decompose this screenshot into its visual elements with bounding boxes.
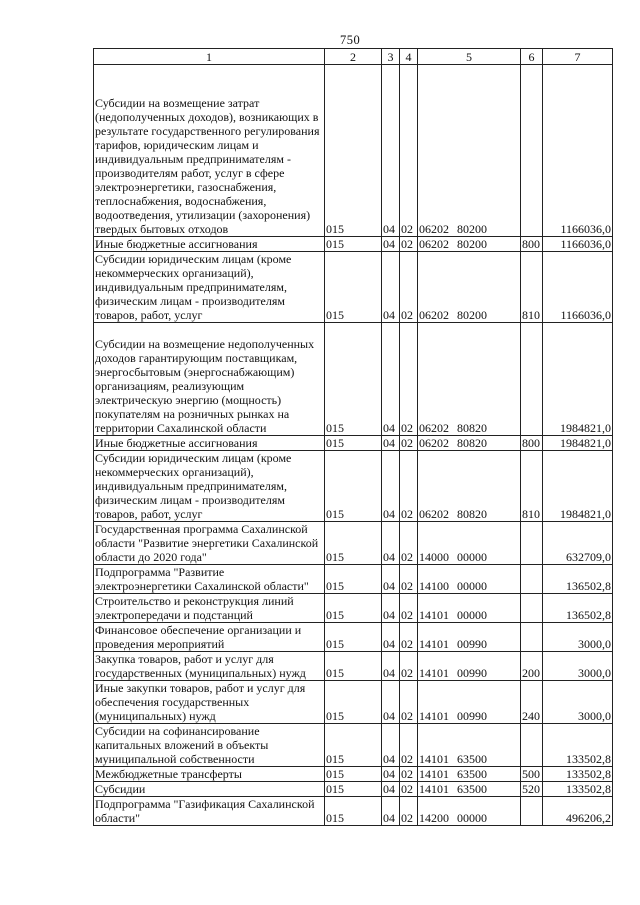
table-row: [94, 65, 613, 237]
row-amount-cell: 1166036,0: [543, 65, 613, 237]
row-target-article-cell: [418, 681, 521, 724]
row-section-cell: 04: [382, 782, 400, 797]
row-direction-code: 80820: [457, 421, 487, 435]
row-amount-cell: 3000,0: [543, 681, 613, 724]
row-program-code: 06202: [419, 237, 449, 251]
row-ministry-cell: 015: [325, 652, 382, 681]
row-section-cell: 04: [382, 252, 400, 323]
row-target-article-cell: [418, 436, 521, 451]
row-section-cell: 04: [382, 522, 400, 565]
row-subsection-cell: 02: [400, 323, 418, 436]
row-section-cell: 04: [382, 681, 400, 724]
header-cell-subsection: 4: [400, 49, 418, 65]
row-name-cell: Субсидии на софинансирование капитальных вложений в объекты муниципальной собственности: [94, 724, 325, 767]
row-direction-code: 80200: [457, 308, 487, 322]
row-subsection-cell: 02: [400, 797, 418, 826]
row-ministry-cell: 015: [325, 522, 382, 565]
row-subsection-cell: 02: [400, 565, 418, 594]
row-program-code: 06202: [419, 421, 449, 435]
row-program-code: 14101: [419, 767, 449, 781]
row-name-cell: Подпрограмма "Развитие электроэнергетики Сахалинской области": [94, 565, 325, 594]
row-expense-type-cell: [521, 522, 543, 565]
table-row: [94, 797, 613, 826]
row-subsection-cell: 02: [400, 594, 418, 623]
row-amount-cell: 133502,8: [543, 724, 613, 767]
row-subsection-cell: 02: [400, 522, 418, 565]
table-row: [94, 436, 613, 451]
row-direction-code: 80200: [457, 222, 487, 236]
row-amount-cell: 496206,2: [543, 797, 613, 826]
row-program-code: 06202: [419, 436, 449, 450]
row-name-cell: Государственная программа Сахалинской области "Развитие энергетики Сахалинской области до 2020 года": [94, 522, 325, 565]
row-section-cell: 04: [382, 767, 400, 782]
row-direction-code: 63500: [457, 767, 487, 781]
row-amount-cell: 3000,0: [543, 623, 613, 652]
row-amount-cell: 136502,8: [543, 565, 613, 594]
row-subsection-cell: 02: [400, 652, 418, 681]
row-program-code: 14101: [419, 637, 449, 651]
row-amount-cell: 133502,8: [543, 782, 613, 797]
table-row: [94, 522, 613, 565]
row-direction-code: 00000: [457, 608, 487, 622]
row-expense-type-cell: 200: [521, 652, 543, 681]
header-cell-expense-type: 6: [521, 49, 543, 65]
row-target-article-cell: [418, 237, 521, 252]
row-subsection-cell: 02: [400, 782, 418, 797]
row-expense-type-cell: 810: [521, 252, 543, 323]
row-program-code: 06202: [419, 507, 449, 521]
row-name-cell: Подпрограмма "Газификация Сахалинской области": [94, 797, 325, 826]
row-expense-type-cell: [521, 724, 543, 767]
row-amount-cell: 3000,0: [543, 652, 613, 681]
row-amount-cell: 1984821,0: [543, 323, 613, 436]
row-ministry-cell: 015: [325, 594, 382, 623]
row-name-cell: Закупка товаров, работ и услуг для государственных (муниципальных) нужд: [94, 652, 325, 681]
budget-table: [93, 48, 613, 826]
row-ministry-cell: 015: [325, 767, 382, 782]
row-subsection-cell: 02: [400, 237, 418, 252]
row-target-article-cell: [418, 767, 521, 782]
row-subsection-cell: 02: [400, 436, 418, 451]
row-expense-type-cell: [521, 565, 543, 594]
row-name-cell: Иные бюджетные ассигнования: [94, 436, 325, 451]
row-direction-code: 00990: [457, 709, 487, 723]
table-row: [94, 681, 613, 724]
row-amount-cell: 1984821,0: [543, 436, 613, 451]
row-direction-code: 80820: [457, 436, 487, 450]
row-expense-type-cell: [521, 65, 543, 237]
row-amount-cell: 632709,0: [543, 522, 613, 565]
row-section-cell: 04: [382, 724, 400, 767]
row-target-article-cell: [418, 782, 521, 797]
table-row: [94, 323, 613, 436]
row-ministry-cell: 015: [325, 565, 382, 594]
row-name-cell: Иные закупки товаров, работ и услуг для обеспечения государственных (муниципальных) нужд: [94, 681, 325, 724]
row-section-cell: 04: [382, 451, 400, 522]
row-expense-type-cell: 800: [521, 436, 543, 451]
row-subsection-cell: 02: [400, 681, 418, 724]
header-cell-amount: 7: [543, 49, 613, 65]
row-target-article-cell: [418, 451, 521, 522]
row-target-article-cell: [418, 522, 521, 565]
row-ministry-cell: 015: [325, 65, 382, 237]
row-expense-type-cell: 500: [521, 767, 543, 782]
row-program-code: 14101: [419, 709, 449, 723]
row-amount-cell: 1166036,0: [543, 252, 613, 323]
row-program-code: 14101: [419, 752, 449, 766]
row-direction-code: 00990: [457, 666, 487, 680]
row-direction-code: 00000: [457, 550, 487, 564]
row-direction-code: 00000: [457, 811, 487, 825]
row-subsection-cell: 02: [400, 451, 418, 522]
row-name-cell: Субсидии юридическим лицам (кроме некоммерческих организаций), индивидуальным предпринимателям, физическим лицам - производителям товаров, работ, услуг: [94, 252, 325, 323]
table-row: [94, 565, 613, 594]
row-section-cell: 04: [382, 65, 400, 237]
row-expense-type-cell: 240: [521, 681, 543, 724]
table-row: [94, 767, 613, 782]
row-expense-type-cell: [521, 323, 543, 436]
row-section-cell: 04: [382, 323, 400, 436]
row-name-cell: Строительство и реконструкция линий электропередачи и подстанций: [94, 594, 325, 623]
header-row: [94, 49, 613, 65]
row-ministry-cell: 015: [325, 797, 382, 826]
row-section-cell: 04: [382, 237, 400, 252]
row-section-cell: 04: [382, 797, 400, 826]
row-direction-code: 80820: [457, 507, 487, 521]
row-target-article-cell: [418, 65, 521, 237]
row-target-article-cell: [418, 594, 521, 623]
row-expense-type-cell: [521, 594, 543, 623]
table-row: [94, 782, 613, 797]
row-ministry-cell: 015: [325, 681, 382, 724]
row-program-code: 06202: [419, 308, 449, 322]
header-cell-name: 1: [94, 49, 325, 65]
row-program-code: 14101: [419, 666, 449, 680]
row-amount-cell: 133502,8: [543, 767, 613, 782]
row-section-cell: 04: [382, 623, 400, 652]
row-direction-code: 80200: [457, 237, 487, 251]
row-program-code: 14101: [419, 608, 449, 622]
row-ministry-cell: 015: [325, 323, 382, 436]
row-expense-type-cell: 810: [521, 451, 543, 522]
table-row: [94, 652, 613, 681]
row-ministry-cell: 015: [325, 436, 382, 451]
row-name-cell: Иные бюджетные ассигнования: [94, 237, 325, 252]
row-target-article-cell: [418, 565, 521, 594]
row-name-cell: Субсидии на возмещение недополученных доходов гарантирующим поставщикам, энергосбытовым (энергоснабжающим) организациям, реализующим электрическую энергию (мощность) покупателям на розничных рынках на территории Сахалинской области: [94, 323, 325, 436]
row-name-cell: Межбюджетные трансферты: [94, 767, 325, 782]
row-target-article-cell: [418, 724, 521, 767]
row-amount-cell: 1984821,0: [543, 451, 613, 522]
row-target-article-cell: [418, 623, 521, 652]
row-section-cell: 04: [382, 565, 400, 594]
header-cell-ministry: 2: [325, 49, 382, 65]
row-section-cell: 04: [382, 594, 400, 623]
table-row: [94, 252, 613, 323]
row-ministry-cell: 015: [325, 237, 382, 252]
page-number: 750: [340, 33, 361, 47]
row-amount-cell: 136502,8: [543, 594, 613, 623]
row-program-code: 14101: [419, 782, 449, 796]
row-program-code: 14000: [419, 550, 449, 564]
row-program-code: 06202: [419, 222, 449, 236]
row-expense-type-cell: [521, 623, 543, 652]
row-program-code: 14100: [419, 579, 449, 593]
row-target-article-cell: [418, 323, 521, 436]
table-row: [94, 724, 613, 767]
row-subsection-cell: 02: [400, 623, 418, 652]
row-section-cell: 04: [382, 652, 400, 681]
row-direction-code: 63500: [457, 782, 487, 796]
row-expense-type-cell: [521, 797, 543, 826]
row-expense-type-cell: 520: [521, 782, 543, 797]
row-ministry-cell: 015: [325, 782, 382, 797]
row-name-cell: Субсидии на возмещение затрат (недополученных доходов), возникающих в результате государственного регулирования тарифов, юридическим лицам и индивидуальным предпринимателям - производителям работ, услуг в сфере электроэнергетики, газоснабжения, теплоснабжения, водоснабжения, водоотведения, утилизации (захоронения) твердых бытовых отходов: [94, 65, 325, 237]
row-target-article-cell: [418, 652, 521, 681]
row-ministry-cell: 015: [325, 623, 382, 652]
row-program-code: 14200: [419, 811, 449, 825]
row-expense-type-cell: 800: [521, 237, 543, 252]
row-subsection-cell: 02: [400, 65, 418, 237]
row-ministry-cell: 015: [325, 724, 382, 767]
row-target-article-cell: [418, 252, 521, 323]
row-section-cell: 04: [382, 436, 400, 451]
row-direction-code: 00000: [457, 579, 487, 593]
row-name-cell: Финансовое обеспечение организации и проведения мероприятий: [94, 623, 325, 652]
header-cell-section: 3: [382, 49, 400, 65]
table-row: [94, 451, 613, 522]
row-direction-code: 63500: [457, 752, 487, 766]
row-name-cell: Субсидии: [94, 782, 325, 797]
row-amount-cell: 1166036,0: [543, 237, 613, 252]
row-name-cell: Субсидии юридическим лицам (кроме некоммерческих организаций), индивидуальным предпринимателям, физическим лицам - производителям товаров, работ, услуг: [94, 451, 325, 522]
row-ministry-cell: 015: [325, 252, 382, 323]
row-ministry-cell: 015: [325, 451, 382, 522]
table-row: [94, 594, 613, 623]
row-target-article-cell: [418, 797, 521, 826]
table-row: [94, 623, 613, 652]
row-subsection-cell: 02: [400, 252, 418, 323]
row-subsection-cell: 02: [400, 724, 418, 767]
header-cell-target-article: 5: [418, 49, 521, 65]
row-direction-code: 00990: [457, 637, 487, 651]
table-row: [94, 237, 613, 252]
row-subsection-cell: 02: [400, 767, 418, 782]
